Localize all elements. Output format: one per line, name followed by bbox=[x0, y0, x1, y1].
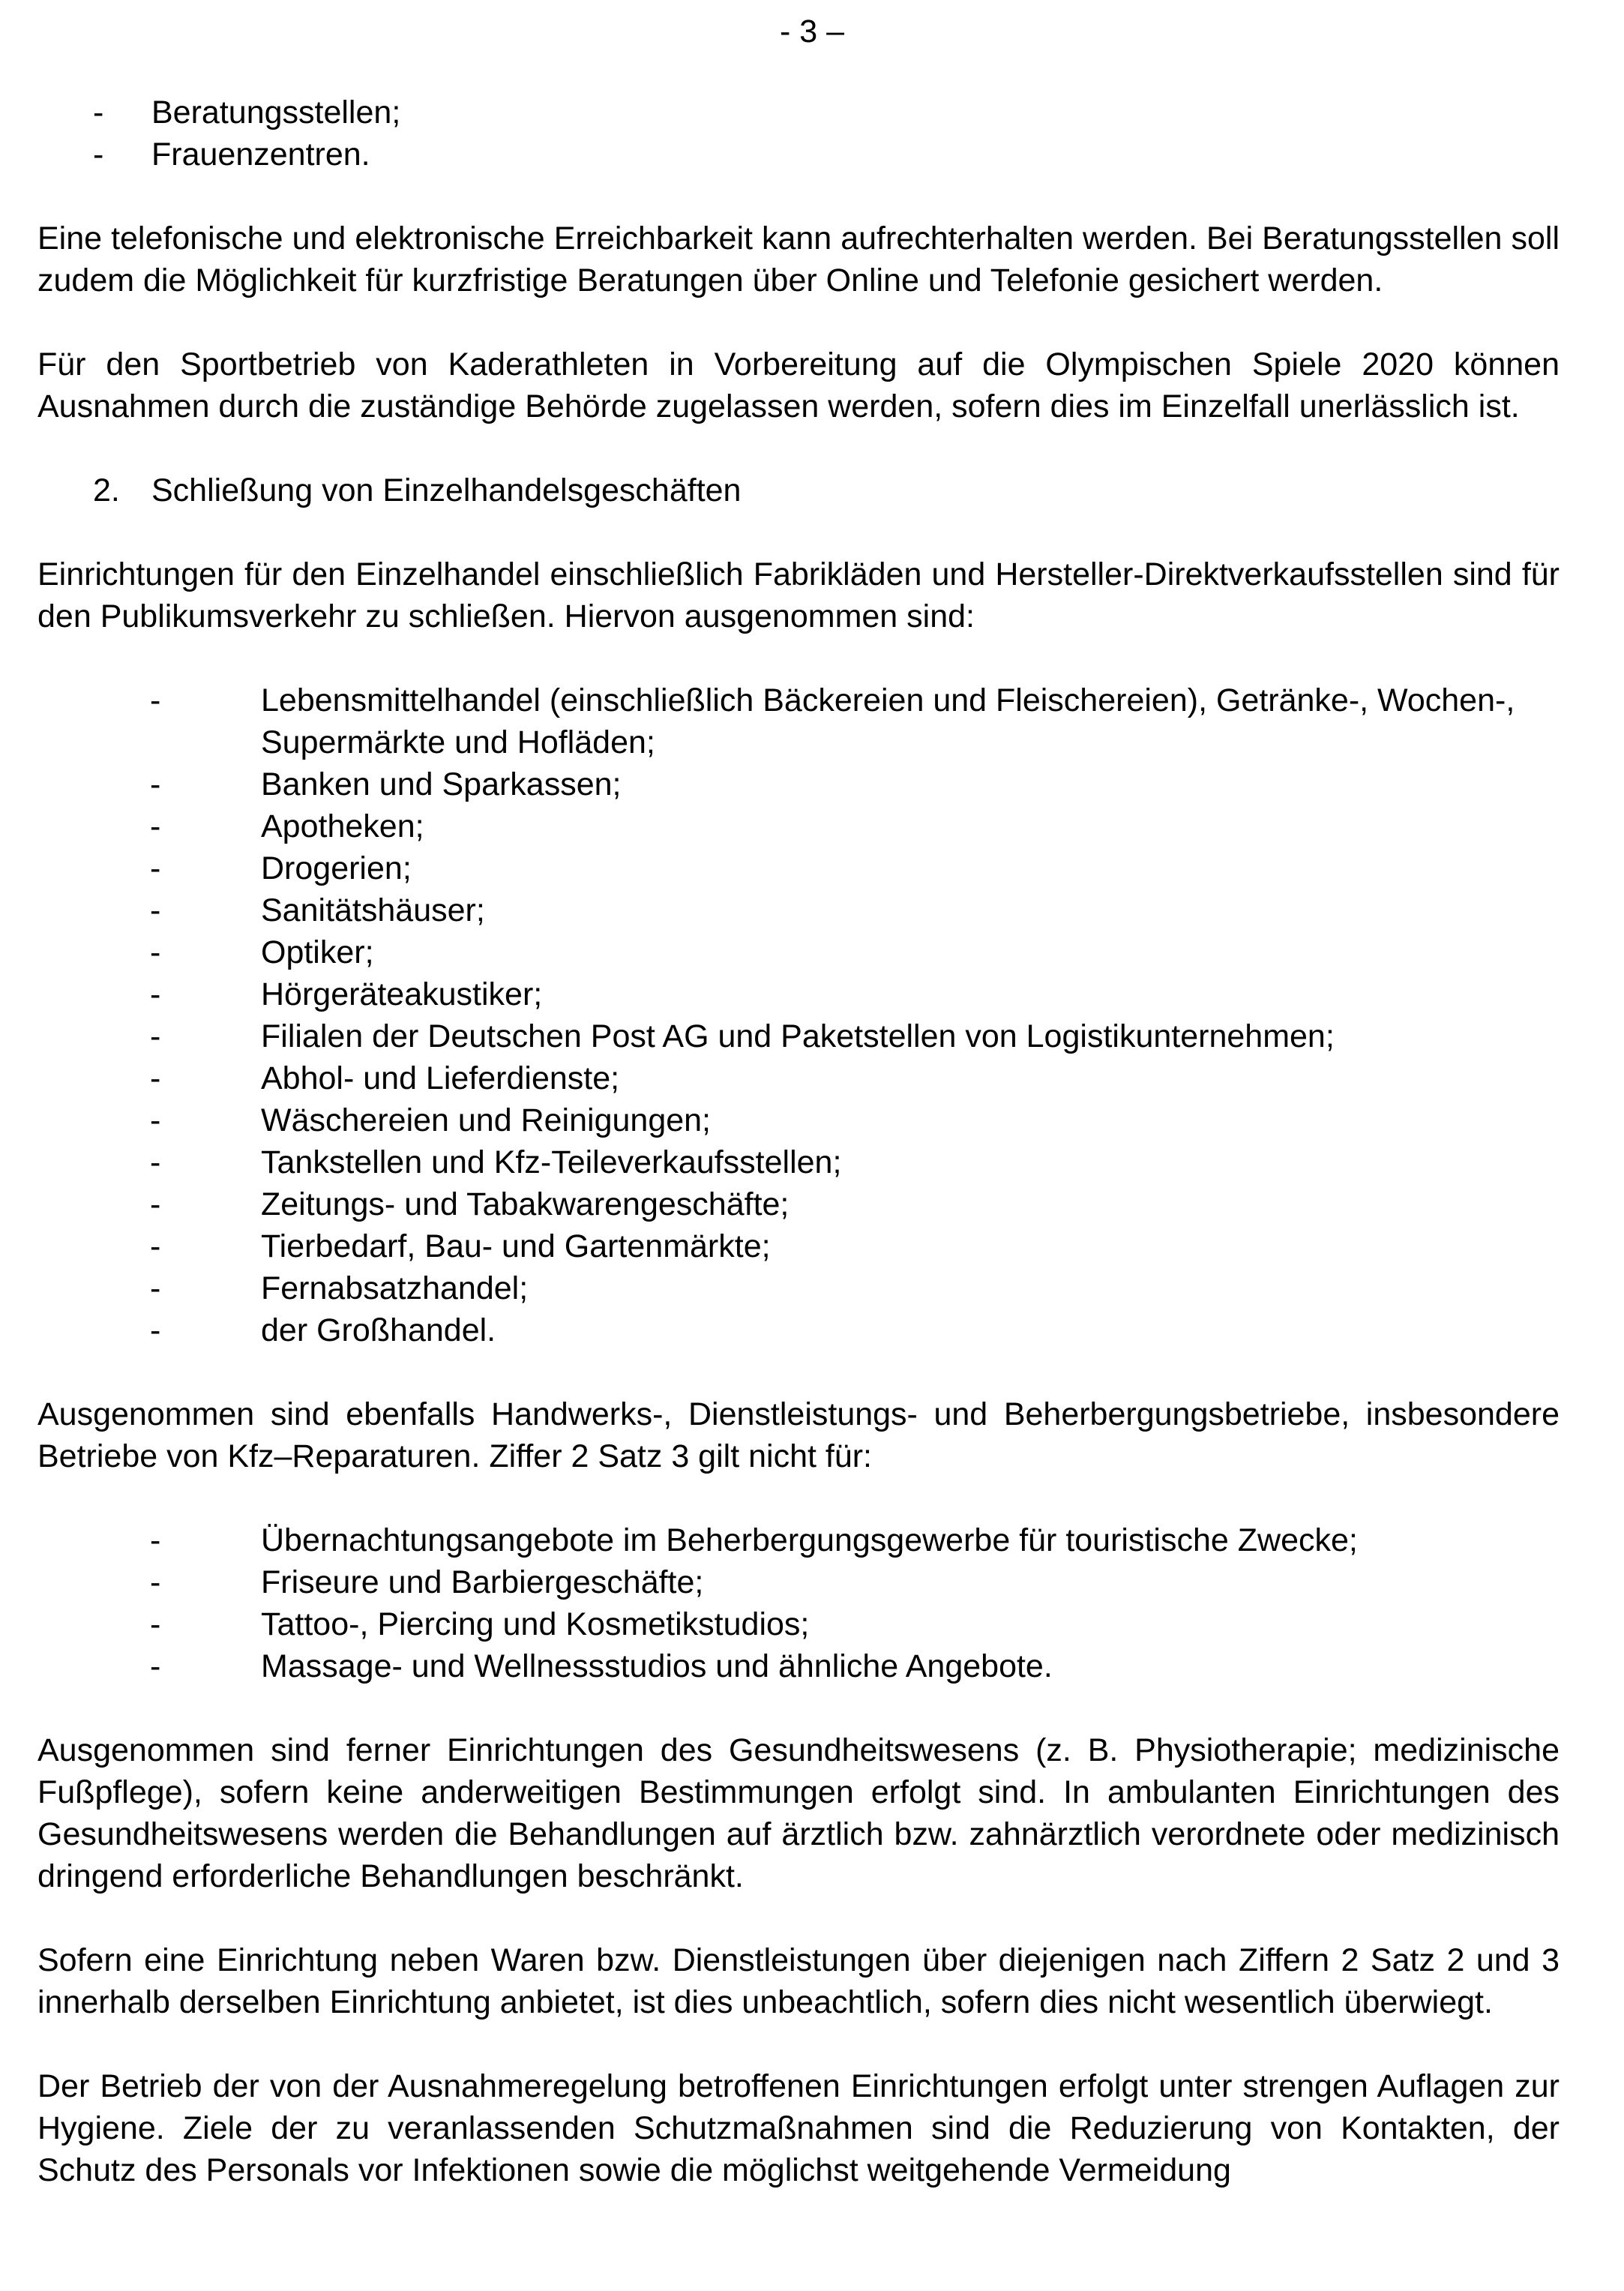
list-item: - Friseure und Barbiergeschäfte; bbox=[150, 1564, 704, 1600]
list-item: - Filialen der Deutschen Post AG und Paketstellen von Logistikunternehmen; bbox=[150, 1018, 1335, 1054]
list-item: - Sanitätshäuser; bbox=[150, 892, 485, 928]
list-item: - Zeitungs- und Tabakwarengeschäfte; bbox=[150, 1186, 790, 1222]
list-item: - Wäschereien und Reinigungen; bbox=[150, 1102, 712, 1138]
list-item: - Banken und Sparkassen; bbox=[150, 766, 622, 802]
paragraph-sport-exception: Für den Sportbetrieb von Kaderathleten in Vorbereitung auf die Olympischen Spiele 2020 können Ausnahmen durch die zuständige Behörde zugelassen werden, sofern dies im Einzelfall unerlässlich ist. bbox=[37, 346, 1560, 424]
page-number: - 3 – bbox=[779, 13, 845, 49]
list-item: - Massage- und Wellnessstudios und ähnliche Angebote. bbox=[150, 1648, 1053, 1684]
not-applicable-list bbox=[37, 1519, 1560, 1687]
list-item: - Drogerien; bbox=[150, 850, 412, 886]
list-item: - Fernabsatzhandel; bbox=[150, 1270, 529, 1306]
paragraph-health-facilities: Ausgenommen sind ferner Einrichtungen des Gesundheitswesens (z. B. Physiotherapie; medizinische Fußpflege), sofern keine anderweitigen Bestimmungen erfolgt sind. In ambulanten Einrichtungen des Gesundheitswesens werden die Behandlungen auf ärztlich bzw. zahnärztlich verordnete oder medizinisch dringend erforderliche Behandlungen beschränkt. bbox=[37, 1732, 1560, 1894]
institution-list bbox=[37, 91, 1560, 175]
paragraph-reachability: Eine telefonische und elektronische Erreichbarkeit kann aufrechterhalten werden. Bei Beratungsstellen soll zudem die Möglichkeit für kurzfristige Beratungen über Online und Telefonie gesichert werden. bbox=[37, 220, 1560, 298]
list-item: - Frauenzentren. bbox=[93, 136, 370, 172]
list-item: - der Großhandel. bbox=[150, 1312, 496, 1348]
list-item: - Beratungsstellen; bbox=[93, 94, 401, 130]
paragraph-mixed-offer: Sofern eine Einrichtung neben Waren bzw. Dienstleistungen über diejenigen nach Ziffern 2 Satz 2 und 3 innerhalb derselben Einrichtung anbietet, ist dies unbeachtlich, sofern dies nicht wesentlich überwiegt. bbox=[37, 1942, 1560, 2020]
list-item: - Hörgeräteakustiker; bbox=[150, 976, 543, 1012]
list-item: - Optiker; bbox=[150, 934, 374, 970]
list-item: - Apotheken; bbox=[150, 808, 424, 844]
section-heading bbox=[37, 469, 1560, 511]
paragraph-hygiene: Der Betrieb der von der Ausnahmeregelung betroffenen Einrichtungen erfolgt unter strengen Auflagen zur Hygiene. Ziele der zu veranlassenden Schutzmaßnahmen sind die Reduzierung von Kontakten, der Schutz des Personals vor Infektionen sowie die möglichst weitgehende Vermeidung bbox=[37, 2068, 1560, 2188]
list-item: - Abhol- und Lieferdienste; bbox=[150, 1060, 620, 1096]
list-item: - Übernachtungsangebote im Beherbergungsgewerbe für touristische Zwecke; bbox=[150, 1522, 1358, 1558]
list-item: - Tierbedarf, Bau- und Gartenmärkte; bbox=[150, 1228, 771, 1264]
section-title: Schließung von Einzelhandelsgeschäften bbox=[151, 472, 742, 508]
list-item: - Lebensmittelhandel (einschließlich Bäckereien und Fleischereien), Getränke-, Wochen-, Supermärkte und Hofläden; bbox=[150, 682, 1515, 760]
paragraph-trade-exceptions: Ausgenommen sind ebenfalls Handwerks-, Dienstleistungs- und Beherbergungsbetriebe, insbesondere Betriebe von Kfz–Reparaturen. Ziffer 2 Satz 3 gilt nicht für: bbox=[37, 1396, 1560, 1474]
document-body bbox=[37, 91, 1560, 2191]
list-item: - Tankstellen und Kfz-Teileverkaufsstellen; bbox=[150, 1144, 842, 1180]
list-item: - Tattoo-, Piercing und Kosmetikstudios; bbox=[150, 1606, 810, 1642]
section-number: 2. bbox=[93, 472, 120, 508]
exceptions-list bbox=[37, 679, 1560, 1351]
paragraph-retail-closure: Einrichtungen für den Einzelhandel einschließlich Fabrikläden und Hersteller-Direktverkaufsstellen sind für den Publikumsverkehr zu schließen. Hiervon ausgenommen sind: bbox=[37, 556, 1560, 634]
